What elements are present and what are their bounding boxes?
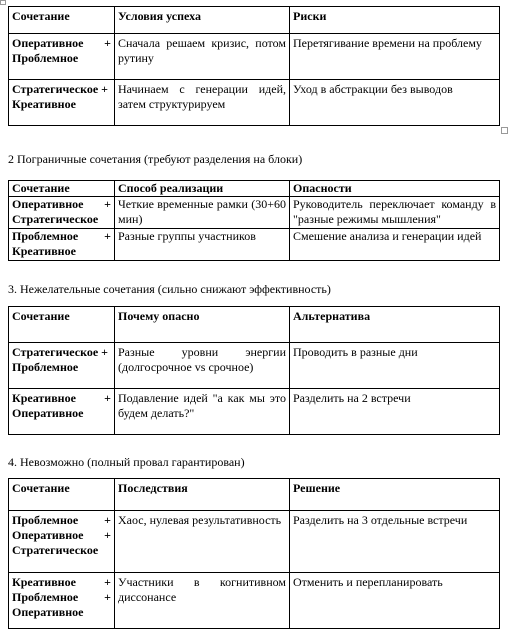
- table-row: [9, 511, 500, 573]
- cell-risks: Перетягивание времени на проблему: [290, 34, 500, 80]
- col-header: Сочетание: [9, 7, 115, 34]
- cell-conditions: Начинаем с генерации идей, затем структурируем: [115, 80, 290, 126]
- table-row: [9, 34, 500, 80]
- cell-combination: Креативное + Проблемное + Оперативное: [9, 573, 115, 629]
- cell-combination: Креативное + Оперативное: [9, 389, 115, 435]
- col-header: Последствия: [115, 479, 290, 511]
- table-header-row: [9, 307, 500, 343]
- table-header-row: [9, 7, 500, 34]
- col-header: Сочетание: [9, 307, 115, 343]
- section-heading: 2 Пограничные сочетания (требуют разделения на блоки): [8, 152, 303, 166]
- cell-combination: Стратегическое + Креативное: [9, 80, 115, 126]
- col-header: Сочетание: [9, 181, 115, 197]
- cell-risks: Уход в абстракции без выводов: [290, 80, 500, 126]
- cell-alternative: Разделить на 2 встречи: [290, 389, 500, 435]
- cell-alternative: Проводить в разные дни: [290, 343, 500, 389]
- table-move-handle-icon[interactable]: [0, 0, 6, 5]
- col-header: Риски: [290, 7, 500, 34]
- cell-why-dangerous: Подавление идей "а как мы это будем делать?": [115, 389, 290, 435]
- col-header: Опасности: [290, 181, 500, 197]
- cell-combination: Проблемное + Креативное: [9, 229, 115, 261]
- cell-solution: Отменить и перепланировать: [290, 573, 500, 629]
- table-impossible-combinations: [8, 478, 500, 629]
- table-combinations-1: [8, 6, 500, 126]
- cell-dangers: Смешение анализа и генерации идей: [290, 229, 500, 261]
- table-row: [9, 80, 500, 126]
- table-undesirable-combinations: [8, 306, 500, 435]
- cell-combination: Оперативное + Проблемное: [9, 34, 115, 80]
- cell-conditions: Сначала решаем кризис, потом рутину: [115, 34, 290, 80]
- cell-why-dangerous-text: Разные уровни энергии (долгосрочное vs срочное): [118, 345, 286, 374]
- section-heading: 4. Невозможно (полный провал гарантирован): [8, 455, 245, 469]
- col-header: Почему опасно: [115, 307, 290, 343]
- table-resize-handle-icon[interactable]: [501, 127, 508, 134]
- cell-combination: Оперативное + Стратегическое: [9, 197, 115, 229]
- table-header-row: [9, 181, 500, 197]
- cell-consequences: Участники в когнитивном диссонансе: [115, 573, 290, 629]
- cell-method: Разные группы участников: [115, 229, 290, 261]
- table-row: [9, 343, 500, 389]
- section-heading: 3. Нежелательные сочетания (сильно снижают эффективность): [8, 282, 331, 296]
- col-header: Сочетание: [9, 479, 115, 511]
- col-header: Способ реализации: [115, 181, 290, 197]
- table-row: [9, 197, 500, 229]
- cell-solution: Разделить на 3 отдельные встречи: [290, 511, 500, 573]
- table-header-row: [9, 479, 500, 511]
- cell-consequences: Хаос, нулевая результативность: [115, 511, 290, 573]
- cell-dangers: Руководитель переключает команду в "разные режимы мышления": [290, 197, 500, 229]
- cell-combination: Стратегическое + Проблемное: [9, 343, 115, 389]
- cell-combination: Проблемное + Оперативное + Стратегическое: [9, 511, 115, 573]
- cell-why-dangerous: [115, 343, 290, 389]
- cell-method: Четкие временные рамки (30+60 мин): [115, 197, 290, 229]
- table-borderline-combinations: [8, 180, 500, 261]
- table-row: [9, 573, 500, 629]
- col-header: Решение: [290, 479, 500, 511]
- col-header: Условия успеха: [115, 7, 290, 34]
- table-row: [9, 389, 500, 435]
- table-row: [9, 229, 500, 261]
- col-header: Альтернатива: [290, 307, 500, 343]
